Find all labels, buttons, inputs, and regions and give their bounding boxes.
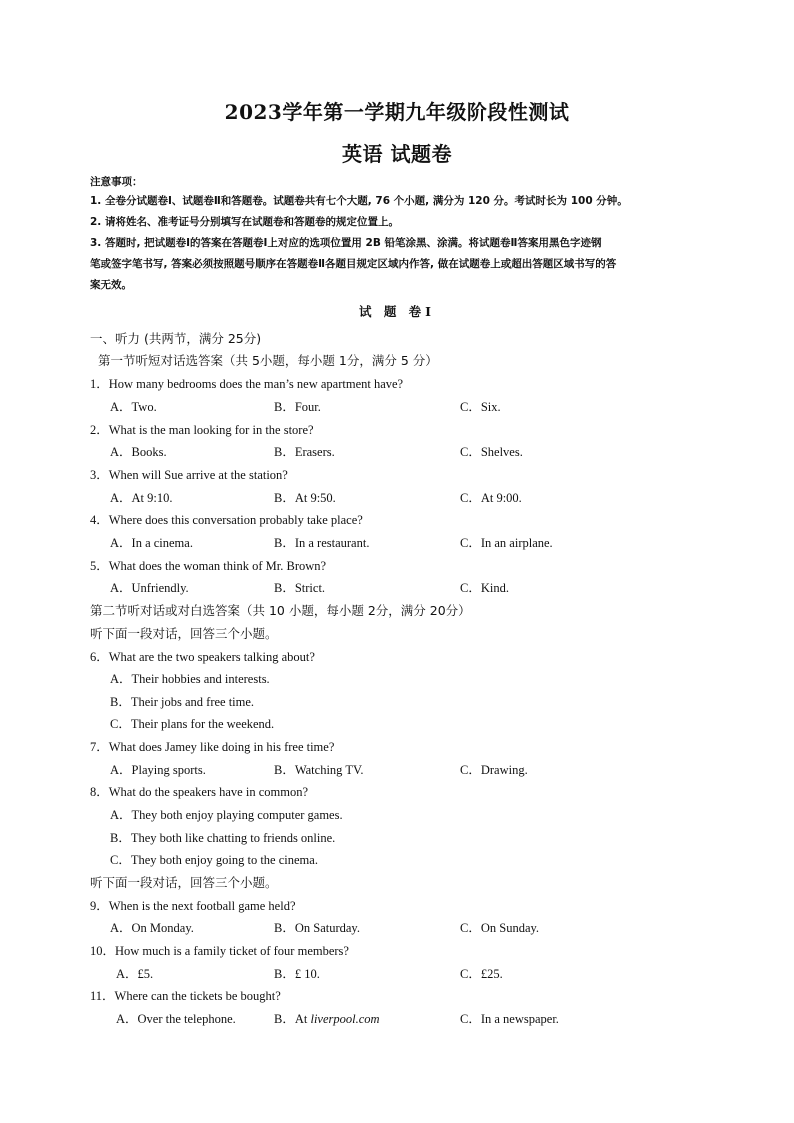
question-text: 3．When will Sue arrive at the station? [90, 468, 288, 482]
option-b [274, 1008, 380, 1030]
question-text: 4．Where does this conversation probably take place? [90, 513, 363, 527]
question-text: 1．How many bedrooms does the man’s new apartment have? [90, 377, 404, 391]
subsection-1-label: 第一节听短对话选答案（共 5小题，每小题 1分，满分 5 分） [98, 353, 438, 368]
notice-item-3: 3. 答题时, 把试题卷Ⅰ的答案在答题卷Ⅰ上对应的选项位置用 2B 铅笔涂黑、涂满。将试题卷Ⅱ答案用黑色字迹钢 [90, 237, 602, 249]
option-b: B．Their jobs and free time. [110, 695, 255, 709]
notice-item-3-end: 案无效。 [90, 279, 132, 291]
question-row [0, 373, 794, 395]
option-c: C．Six. [460, 400, 501, 414]
option-row [0, 827, 794, 849]
subsection-2-label: 第二节听对话或对白选答案（共 10 小题，每小题 2分，满分 20分） [90, 603, 471, 618]
options-row [0, 532, 794, 554]
notice-item-2: 2. 请将姓名、准考证号分别填写在试题卷和答题卷的规定位置上。 [90, 216, 399, 228]
option-b: B．On Saturday. [274, 921, 360, 935]
part-heading [0, 328, 794, 350]
option-b: B．At 9:50. [274, 491, 336, 505]
notice-item-1: 1. 全卷分试题卷Ⅰ、试题卷Ⅱ和答题卷。试题卷共有七个大题, 76 个小题, 满分为 120 分。考试时长为 100 分钟。 [90, 195, 628, 207]
question-row [0, 509, 794, 531]
options-row [0, 577, 794, 599]
notice-item-3-cont: 笔或签字笔书写, 答案必须按照题号顺序在答题卷Ⅱ各题目规定区域内作答, 做在试题卷上或超出答题区域书写的答 [90, 258, 617, 270]
question-text: 2．What is the man looking for in the store? [90, 423, 314, 437]
option-c: C．£25. [460, 967, 503, 981]
option-a: A．Two. [110, 400, 157, 414]
option-a: A．Books. [110, 445, 167, 459]
option-c: C．Kind. [460, 581, 509, 595]
exam-title: 2023学年第一学期九年级阶段性测试 [224, 100, 570, 124]
question-text: 5．What does the woman think of Mr. Brown? [90, 559, 327, 573]
option-row [0, 804, 794, 826]
notice-heading: 注意事项： [90, 176, 143, 188]
option-a: A．Over the telephone. [116, 1012, 236, 1026]
option-b-prefix: B．At [274, 1012, 311, 1026]
listen-note: 听下面一段对话，回答三个小题。 [90, 875, 278, 890]
options-row [0, 441, 794, 463]
option-b-website: liverpool.com [310, 1012, 380, 1026]
option-b: B．In a restaurant. [274, 536, 370, 550]
option-a: A．Playing sports. [110, 763, 206, 777]
question-text: 10．How much is a family ticket of four members? [90, 944, 349, 958]
option-b: B．£ 10. [274, 967, 320, 981]
options-row [0, 759, 794, 781]
option-a: A．£5. [116, 967, 154, 981]
listen-note: 听下面一段对话，回答三个小题。 [90, 626, 278, 641]
option-row [0, 713, 794, 735]
part1-label: 一、听力 (共两节，满分 25分) [90, 331, 262, 346]
options-row [0, 917, 794, 939]
question-row [0, 895, 794, 917]
question-text: 8．What do the speakers have in common? [90, 785, 308, 799]
option-a: A．In a cinema. [110, 536, 193, 550]
option-b: B．Erasers. [274, 445, 335, 459]
notice-list [90, 191, 704, 296]
question-text: 11．Where can the tickets be bought? [90, 989, 281, 1003]
question-row [0, 646, 794, 668]
option-c: C．In a newspaper. [460, 1012, 559, 1026]
question-row [0, 985, 794, 1007]
listen-note-row [0, 623, 794, 645]
options-row [0, 487, 794, 509]
option-row [0, 691, 794, 713]
option-b: B．Watching TV. [274, 763, 364, 777]
option-c: C．On Sunday. [460, 921, 540, 935]
subsection-1-row [0, 350, 794, 372]
exam-subtitle: 英语 试题卷 [342, 142, 452, 166]
option-row [0, 668, 794, 690]
option-c: C．Drawing. [460, 763, 528, 777]
option-c: C．At 9:00. [460, 491, 522, 505]
option-c: C．Shelves. [460, 445, 523, 459]
option-c: C．They both enjoy going to the cinema. [110, 853, 318, 867]
option-a: A．Their hobbies and interests. [110, 672, 270, 686]
option-b: B．Strict. [274, 581, 326, 595]
options-row [0, 396, 794, 418]
question-row [0, 781, 794, 803]
option-a: A．On Monday. [110, 921, 194, 935]
option-a: A．Unfriendly. [110, 581, 189, 595]
question-text: 6．What are the two speakers talking about? [90, 650, 315, 664]
subsection-2-row [0, 600, 794, 622]
option-b: B．Four. [274, 400, 321, 414]
section-title: 试 题 卷Ⅰ [358, 304, 436, 319]
options-row [0, 1008, 794, 1030]
question-row [0, 464, 794, 486]
question-row [0, 419, 794, 441]
option-b: B．They both like chatting to friends online. [110, 831, 336, 845]
listen-note-row [0, 872, 794, 894]
question-text: 9．When is the next football game held? [90, 899, 296, 913]
option-a: A．At 9:10. [110, 491, 173, 505]
option-row [0, 849, 794, 871]
question-text: 7．What does Jamey like doing in his free time? [90, 740, 335, 754]
question-row [0, 736, 794, 758]
option-a: A．They both enjoy playing computer games. [110, 808, 343, 822]
question-row [0, 555, 794, 577]
option-c: C．Their plans for the weekend. [110, 717, 275, 731]
options-row [0, 963, 794, 985]
question-row [0, 940, 794, 962]
option-c: C．In an airplane. [460, 536, 553, 550]
